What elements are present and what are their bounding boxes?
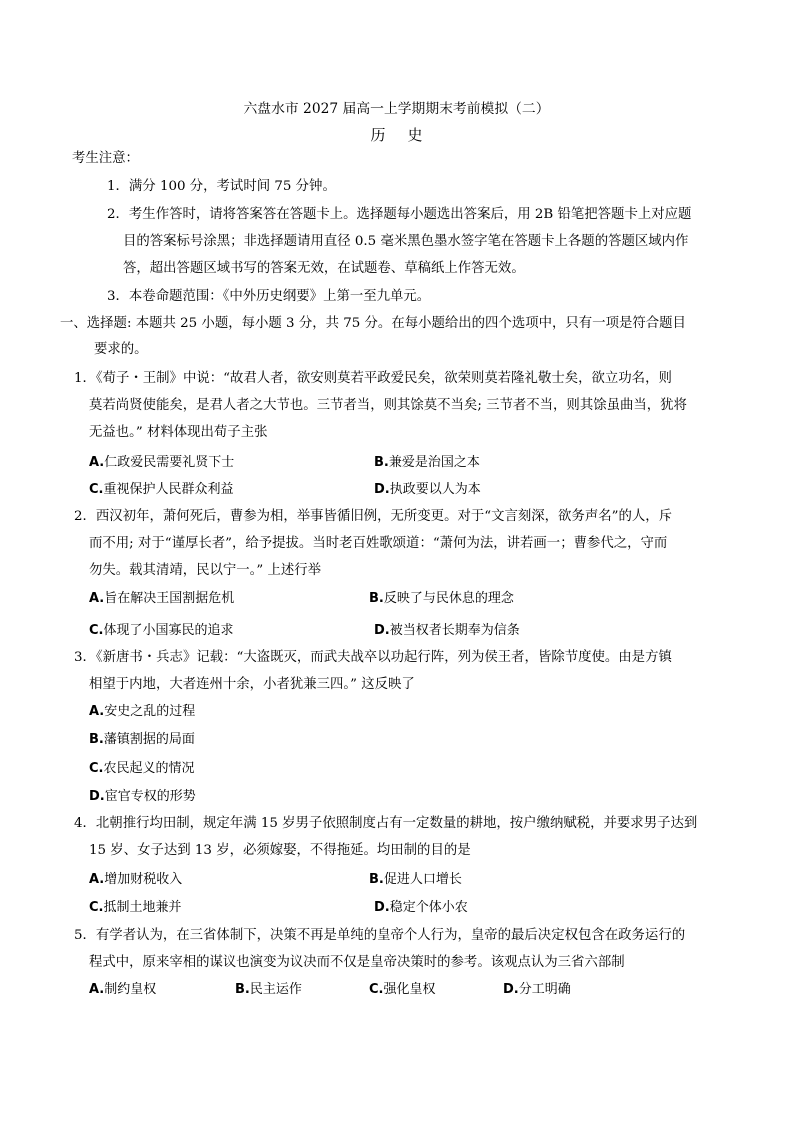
question-2-option-a[interactable]: A.旨在解决王国割据危机: [89, 591, 235, 606]
notice-item: 2．考生作答时，请将答案答在答题卡上。选择题每小题选出答案后，用 2B 铅笔把答题卡上对应题: [107, 207, 692, 222]
question-1-option-a[interactable]: A.仁政爱民需要礼贤下士: [89, 455, 235, 470]
question-1-option-b[interactable]: B.兼爱是治国之本: [374, 455, 480, 470]
question-1-stem: 莫若尚贤使能矣，是君人者之大节也。三节者当，则其馀莫不当矣; 三节者不当，则其馀虽曲当，犹将: [89, 398, 687, 413]
notice-item-continued: 目的答案标号涂黑；非选择题请用直径 0.5 毫米黑色墨水签字笔在答题卡上各题的答题区域内作: [123, 234, 689, 249]
question-3-option-d[interactable]: D.宦官专权的形势: [89, 789, 196, 804]
question-3-option-c[interactable]: C.农民起义的情况: [89, 761, 195, 776]
question-3-stem: 3．《新唐书・兵志》记载：“大盗既灭，而武夫战卒以功起行阵，列为侯王者，皆除节度使。由是方镇: [74, 650, 672, 665]
notice-item-continued: 答，超出答题区域书写的答案无效，在试题卷、草稿纸上作答无效。: [123, 261, 525, 276]
question-2-option-b[interactable]: B.反映了与民休息的理念: [369, 591, 514, 606]
question-3-stem: 相望于内地，大者连州十余，小者犹兼三四。” 这反映了: [89, 677, 415, 692]
question-2-stem: 而不用; 对于“谨厚长者”，给予提拔。当时老百姓歌颂道：“萧何为法，讲若画一；曹参代之，守而: [89, 536, 668, 551]
question-5-option-b[interactable]: B.民主运作: [235, 982, 302, 997]
question-4-option-c[interactable]: C.抵制土地兼并: [89, 900, 182, 915]
question-5-stem: 5．有学者认为，在三省体制下，决策不再是单纯的皇帝个人行为，皇帝的最后决定权包含在政务运行的: [74, 928, 686, 943]
question-5-option-d[interactable]: D.分工明确: [503, 982, 571, 997]
notice-item: 3．本卷命题范围：《中外历史纲要》上第一至九单元。: [107, 289, 431, 304]
question-5-option-c[interactable]: C.强化皇权: [369, 982, 436, 997]
question-1-option-c[interactable]: C.重视保护人民群众利益: [89, 482, 234, 497]
question-5-option-a[interactable]: A.制约皇权: [89, 982, 157, 997]
subject-title: 历史: [370, 126, 445, 144]
question-2-stem: 2．西汉初年，萧何死后，曹参为相，举事皆循旧例，无所变更。对于“文言刻深，欲务声名”的人，斥: [74, 509, 673, 524]
notice-item: 1．满分 100 分，考试时间 75 分钟。: [107, 179, 336, 194]
question-1-stem: 无益也。” 材料体现出荀子主张: [89, 425, 268, 440]
question-4-option-d[interactable]: D.稳定个体小农: [374, 900, 468, 915]
question-2-option-d[interactable]: D.被当权者长期奉为信条: [374, 623, 520, 638]
question-5-stem: 程式中，原来宰相的谋议也演变为议决而不仅是皇帝决策时的参考。该观点认为三省六部制: [89, 955, 625, 970]
question-4-stem: 4．北朝推行均田制，规定年满 15 岁男子依照制度占有一定数量的耕地，按户缴纳赋税，并要求男子达到: [74, 816, 698, 831]
question-3-option-b[interactable]: B.藩镇割据的局面: [89, 732, 195, 747]
question-4-stem: 15 岁、女子达到 13 岁，必须嫁娶，不得拖延。均田制的目的是: [89, 843, 471, 858]
question-2-stem: 勿失。载其清靖，民以宁一。” 上述行举: [89, 563, 322, 578]
exam-title: 六盘水市 2027 届高一上学期期末考前模拟（二）: [243, 101, 550, 117]
question-4-option-b[interactable]: B.促进人口增长: [369, 872, 462, 887]
question-1-option-d[interactable]: D.执政要以人为本: [374, 482, 481, 497]
question-4-option-a[interactable]: A.增加财税收入: [89, 872, 183, 887]
notice-heading: 考生注意：: [72, 151, 139, 166]
section-heading: 一、选择题: 本题共 25 小题，每小题 3 分，共 75 分。在每小题给出的四个选项中，只有一项是符合题目: [60, 316, 686, 331]
question-1-stem: 1．《荀子・王制》中说：“故君人者，欲安则莫若平政爱民矣，欲荣则莫若隆礼敬士矣，欲立功名，则: [74, 371, 672, 386]
question-3-option-a[interactable]: A.安史之乱的过程: [89, 704, 196, 719]
section-heading-continued: 要求的。: [94, 342, 148, 357]
question-2-option-c[interactable]: C.体现了小国寡民的追求: [89, 623, 234, 638]
